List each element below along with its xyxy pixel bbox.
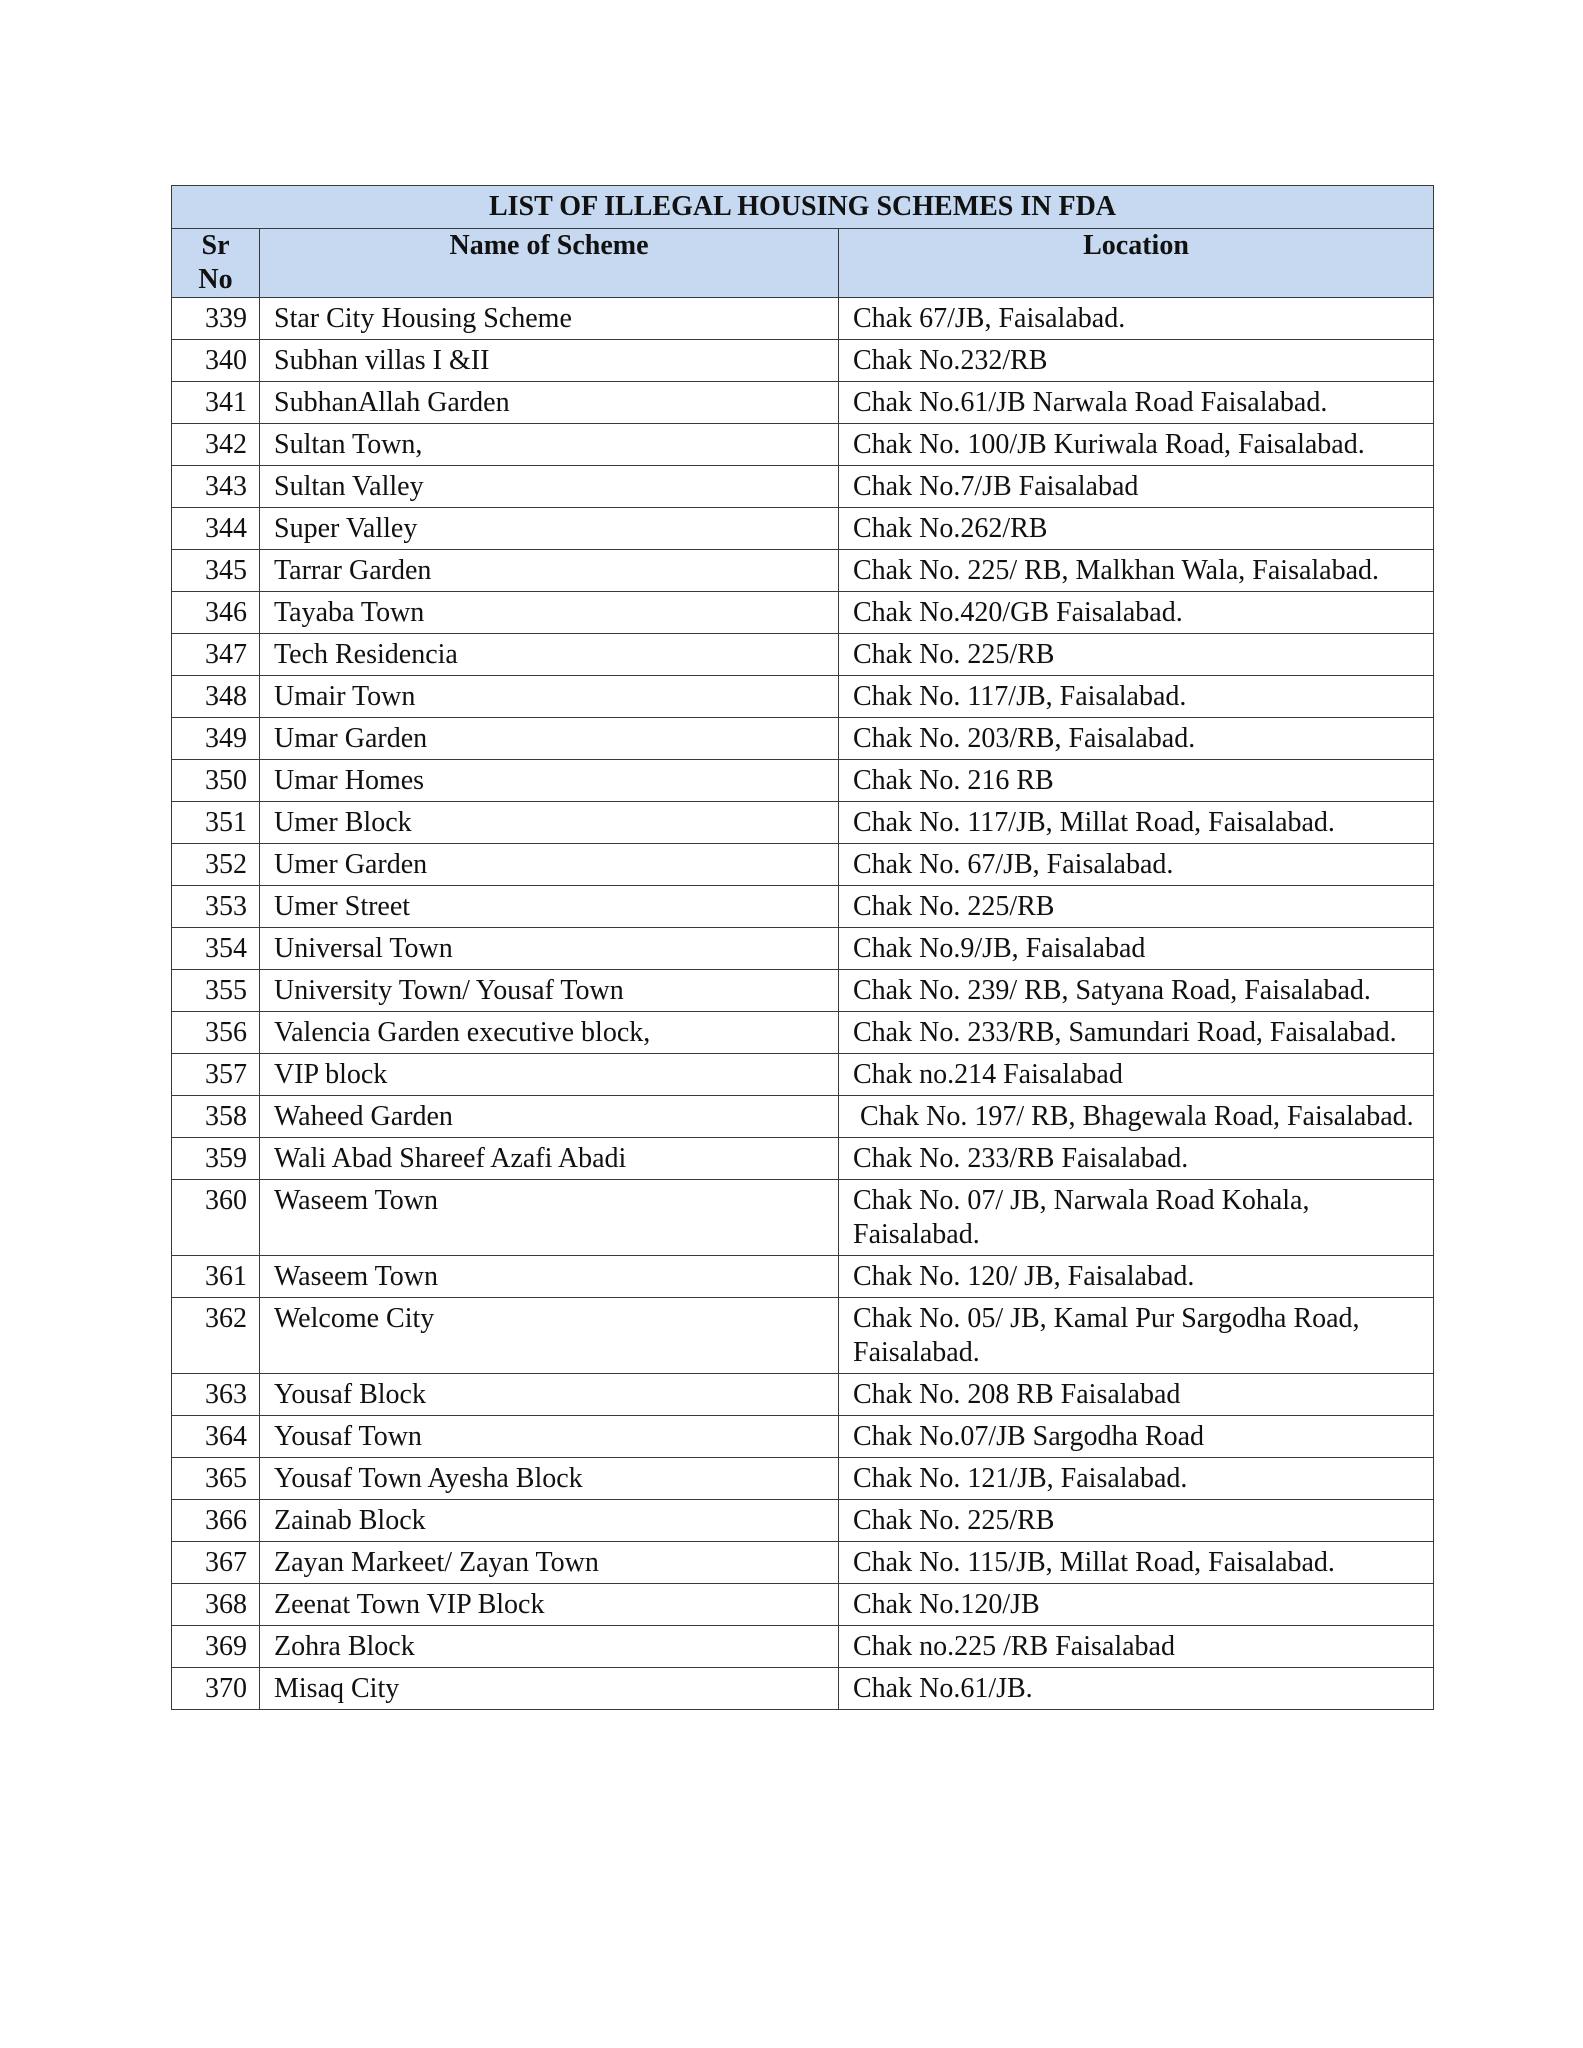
sr-no-cell: 339 — [172, 298, 260, 340]
sr-no-cell: 368 — [172, 1584, 260, 1626]
table-row — [172, 1298, 1434, 1374]
location-cell: Chak No. 233/RB Faisalabad. — [839, 1138, 1434, 1180]
location-cell: Chak No. 225/RB — [839, 634, 1434, 676]
table-row — [172, 340, 1434, 382]
location-cell: Chak No. 203/RB, Faisalabad. — [839, 718, 1434, 760]
sr-no-cell: 354 — [172, 928, 260, 970]
table-row — [172, 1500, 1434, 1542]
scheme-name-cell: Tech Residencia — [260, 634, 839, 676]
sr-no-cell: 359 — [172, 1138, 260, 1180]
scheme-name-cell: Umer Garden — [260, 844, 839, 886]
sr-no-cell: 366 — [172, 1500, 260, 1542]
table-row — [172, 1458, 1434, 1500]
table-row — [172, 382, 1434, 424]
location-cell: Chak No. 117/JB, Millat Road, Faisalabad. — [839, 802, 1434, 844]
location-cell: Chak No.120/JB — [839, 1584, 1434, 1626]
table-row — [172, 844, 1434, 886]
column-header-sr-no-line1: Sr — [201, 230, 230, 261]
sr-no-cell: 369 — [172, 1626, 260, 1668]
table-row — [172, 928, 1434, 970]
table-row — [172, 718, 1434, 760]
sr-no-cell: 345 — [172, 550, 260, 592]
scheme-name-cell: Umar Homes — [260, 760, 839, 802]
table-row — [172, 508, 1434, 550]
sr-no-cell: 351 — [172, 802, 260, 844]
table-row — [172, 424, 1434, 466]
scheme-name-cell: Tayaba Town — [260, 592, 839, 634]
location-cell: Chak No.61/JB Narwala Road Faisalabad. — [839, 382, 1434, 424]
sr-no-cell: 355 — [172, 970, 260, 1012]
table-row — [172, 634, 1434, 676]
location-cell: Chak no.225 /RB Faisalabad — [839, 1626, 1434, 1668]
location-cell: Chak No.232/RB — [839, 340, 1434, 382]
sr-no-cell: 353 — [172, 886, 260, 928]
document-page — [171, 185, 1433, 1710]
table-row — [172, 1054, 1434, 1096]
scheme-name-cell: Waseem Town — [260, 1180, 839, 1256]
table-row — [172, 1668, 1434, 1710]
table-header-row — [172, 229, 1434, 298]
sr-no-cell: 343 — [172, 466, 260, 508]
location-cell: Chak No. 225/ RB, Malkhan Wala, Faisalabad. — [839, 550, 1434, 592]
table-body — [172, 298, 1434, 1710]
table-row — [172, 550, 1434, 592]
scheme-name-cell: Waseem Town — [260, 1256, 839, 1298]
sr-no-cell: 357 — [172, 1054, 260, 1096]
scheme-name-cell: VIP block — [260, 1054, 839, 1096]
scheme-name-cell: Sultan Town, — [260, 424, 839, 466]
scheme-name-cell: Zeenat Town VIP Block — [260, 1584, 839, 1626]
sr-no-cell: 360 — [172, 1180, 260, 1256]
sr-no-cell: 342 — [172, 424, 260, 466]
scheme-name-cell: Umair Town — [260, 676, 839, 718]
illegal-housing-schemes-table — [171, 185, 1434, 1710]
sr-no-cell: 364 — [172, 1416, 260, 1458]
scheme-name-cell: Sultan Valley — [260, 466, 839, 508]
scheme-name-cell: SubhanAllah Garden — [260, 382, 839, 424]
scheme-name-cell: Zayan Markeet/ Zayan Town — [260, 1542, 839, 1584]
scheme-name-cell: Zainab Block — [260, 1500, 839, 1542]
scheme-name-cell: Umer Street — [260, 886, 839, 928]
sr-no-cell: 356 — [172, 1012, 260, 1054]
table-row — [172, 1626, 1434, 1668]
location-cell: Chak No. 117/JB, Faisalabad. — [839, 676, 1434, 718]
sr-no-cell: 340 — [172, 340, 260, 382]
location-cell: Chak No. 208 RB Faisalabad — [839, 1374, 1434, 1416]
sr-no-cell: 346 — [172, 592, 260, 634]
location-cell: Chak No. 100/JB Kuriwala Road, Faisalabad. — [839, 424, 1434, 466]
table-title: LIST OF ILLEGAL HOUSING SCHEMES IN FDA — [172, 186, 1434, 229]
location-cell: Chak No. 07/ JB, Narwala Road Kohala, Faisalabad. — [839, 1180, 1434, 1256]
table-row — [172, 1256, 1434, 1298]
table-title-row — [172, 186, 1434, 229]
location-cell: Chak No. 120/ JB, Faisalabad. — [839, 1256, 1434, 1298]
scheme-name-cell: Subhan villas I &II — [260, 340, 839, 382]
scheme-name-cell: Yousaf Block — [260, 1374, 839, 1416]
location-cell: Chak No.420/GB Faisalabad. — [839, 592, 1434, 634]
scheme-name-cell: Waheed Garden — [260, 1096, 839, 1138]
scheme-name-cell: Tarrar Garden — [260, 550, 839, 592]
location-cell: Chak No.262/RB — [839, 508, 1434, 550]
table-row — [172, 676, 1434, 718]
sr-no-cell: 348 — [172, 676, 260, 718]
location-cell: Chak No.61/JB. — [839, 1668, 1434, 1710]
location-cell: Chak No.07/JB Sargodha Road — [839, 1416, 1434, 1458]
scheme-name-cell: Zohra Block — [260, 1626, 839, 1668]
table-row — [172, 1012, 1434, 1054]
sr-no-cell: 358 — [172, 1096, 260, 1138]
column-header-location: Location — [839, 229, 1434, 298]
scheme-name-cell: Valencia Garden executive block, — [260, 1012, 839, 1054]
scheme-name-cell: Yousaf Town Ayesha Block — [260, 1458, 839, 1500]
sr-no-cell: 363 — [172, 1374, 260, 1416]
location-cell: Chak No. 233/RB, Samundari Road, Faisalabad. — [839, 1012, 1434, 1054]
location-cell: Chak No. 216 RB — [839, 760, 1434, 802]
location-cell: Chak No.7/JB Faisalabad — [839, 466, 1434, 508]
table-row — [172, 1096, 1434, 1138]
location-cell: Chak No. 225/RB — [839, 886, 1434, 928]
scheme-name-cell: Wali Abad Shareef Azafi Abadi — [260, 1138, 839, 1180]
column-header-sr-no-line2: No — [198, 264, 233, 295]
location-cell: Chak No. 121/JB, Faisalabad. — [839, 1458, 1434, 1500]
scheme-name-cell: Star City Housing Scheme — [260, 298, 839, 340]
scheme-name-cell: Umar Garden — [260, 718, 839, 760]
table-row — [172, 760, 1434, 802]
location-cell: Chak 67/JB, Faisalabad. — [839, 298, 1434, 340]
scheme-name-cell: Yousaf Town — [260, 1416, 839, 1458]
table-row — [172, 1180, 1434, 1256]
table-row — [172, 970, 1434, 1012]
table-row — [172, 298, 1434, 340]
table-row — [172, 802, 1434, 844]
location-cell: Chak No. 239/ RB, Satyana Road, Faisalabad. — [839, 970, 1434, 1012]
sr-no-cell: 365 — [172, 1458, 260, 1500]
scheme-name-cell: Welcome City — [260, 1298, 839, 1374]
sr-no-cell: 362 — [172, 1298, 260, 1374]
location-cell: Chak No. 197/ RB, Bhagewala Road, Faisalabad. — [839, 1096, 1434, 1138]
location-cell: Chak no.214 Faisalabad — [839, 1054, 1434, 1096]
table-row — [172, 1584, 1434, 1626]
column-header-sr-no — [172, 229, 260, 298]
table-row — [172, 1374, 1434, 1416]
sr-no-cell: 347 — [172, 634, 260, 676]
scheme-name-cell: Umer Block — [260, 802, 839, 844]
scheme-name-cell: Universal Town — [260, 928, 839, 970]
table-row — [172, 592, 1434, 634]
scheme-name-cell: Misaq City — [260, 1668, 839, 1710]
location-cell: Chak No. 05/ JB, Kamal Pur Sargodha Road, Faisalabad. — [839, 1298, 1434, 1374]
location-cell: Chak No. 67/JB, Faisalabad. — [839, 844, 1434, 886]
table-row — [172, 1416, 1434, 1458]
table-row — [172, 1138, 1434, 1180]
scheme-name-cell: University Town/ Yousaf Town — [260, 970, 839, 1012]
location-cell: Chak No.9/JB, Faisalabad — [839, 928, 1434, 970]
table-row — [172, 1542, 1434, 1584]
table-row — [172, 886, 1434, 928]
sr-no-cell: 350 — [172, 760, 260, 802]
column-header-name: Name of Scheme — [260, 229, 839, 298]
sr-no-cell: 344 — [172, 508, 260, 550]
location-cell: Chak No. 115/JB, Millat Road, Faisalabad. — [839, 1542, 1434, 1584]
location-cell: Chak No. 225/RB — [839, 1500, 1434, 1542]
sr-no-cell: 349 — [172, 718, 260, 760]
sr-no-cell: 352 — [172, 844, 260, 886]
sr-no-cell: 367 — [172, 1542, 260, 1584]
sr-no-cell: 341 — [172, 382, 260, 424]
scheme-name-cell: Super Valley — [260, 508, 839, 550]
table-row — [172, 466, 1434, 508]
sr-no-cell: 361 — [172, 1256, 260, 1298]
sr-no-cell: 370 — [172, 1668, 260, 1710]
